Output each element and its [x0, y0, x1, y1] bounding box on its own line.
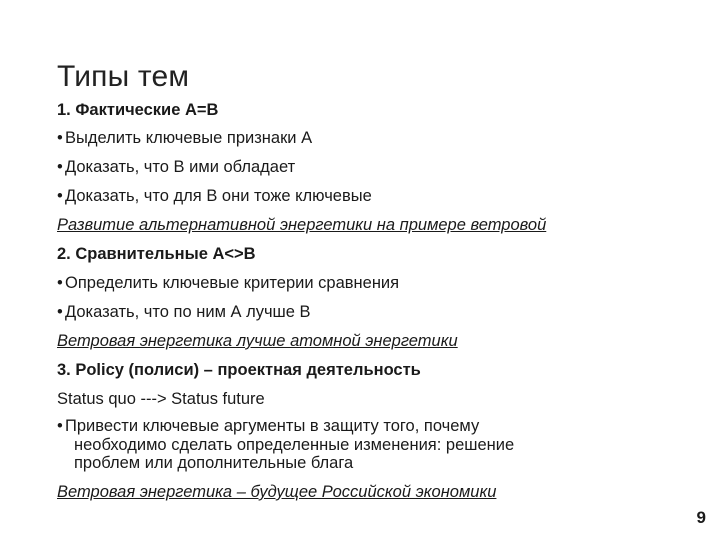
bullet-glyph: •: [57, 303, 63, 321]
bullet-glyph: •: [57, 158, 63, 176]
heading-policy: 3. Policy (полиси) – проектная деятельность: [57, 361, 421, 379]
heading-factual: 1. Фактические А=В: [57, 101, 219, 119]
bullet-text: Определить ключевые критерии сравнения: [65, 274, 400, 292]
bullet-item: [57, 157, 295, 177]
slide-title: Типы тем: [57, 60, 190, 93]
page-number: 9: [696, 508, 706, 527]
bullet-glyph: •: [57, 129, 63, 147]
bullet-continuation: проблем или дополнительные блага: [74, 454, 354, 472]
bullet-item: [57, 128, 312, 148]
bullet-text: Доказать, что для В они тоже ключевые: [65, 187, 372, 205]
bullet-glyph: •: [57, 274, 63, 292]
bullet-text: Доказать, что по ним А лучше В: [65, 303, 311, 321]
bullet-item: [57, 273, 399, 293]
bullet-text: Привести ключевые аргументы в защиту того, почему: [65, 417, 480, 435]
bullet-item: [57, 416, 479, 436]
bullet-item: [57, 186, 372, 206]
bullet-continuation: необходимо сделать определенные изменения: решение: [74, 436, 515, 454]
example-policy: Ветровая энергетика – будущее Российской экономики: [57, 483, 497, 501]
bullet-text: Выделить ключевые признаки А: [65, 129, 313, 147]
bullet-glyph: •: [57, 417, 63, 435]
example-comparative: Ветровая энергетика лучше атомной энергетики: [57, 332, 458, 350]
bullet-item: [57, 302, 311, 322]
bullet-text: Доказать, что В ими обладает: [65, 158, 296, 176]
bullet-glyph: •: [57, 187, 63, 205]
heading-comparative: 2. Сравнительные А<>В: [57, 245, 256, 263]
status-line: Status quo ---> Status future: [57, 390, 265, 408]
example-factual: Развитие альтернативной энергетики на примере ветровой: [57, 216, 547, 234]
